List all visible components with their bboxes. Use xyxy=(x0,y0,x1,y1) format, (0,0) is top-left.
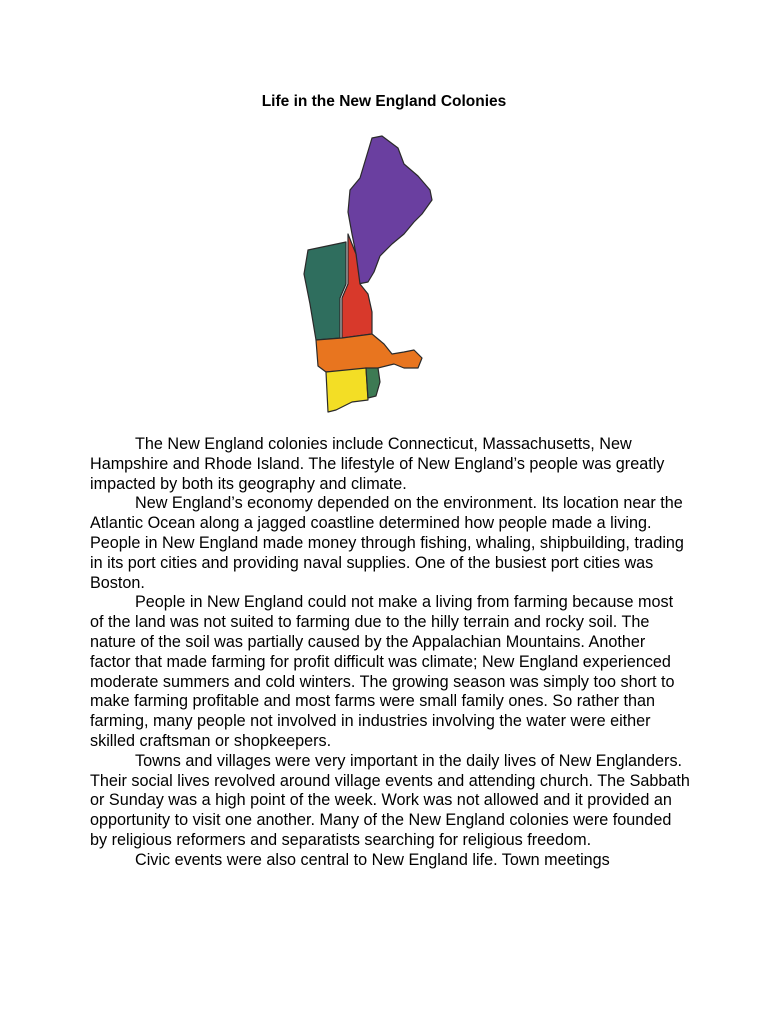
map-region-massachusetts xyxy=(316,334,422,372)
new-england-map xyxy=(286,134,436,416)
map-region-vermont xyxy=(304,242,346,340)
map-region-connecticut xyxy=(326,368,368,412)
paragraph: Towns and villages were very important in the daily lives of New Englanders. Their social lives revolved around village events and attending church. The Sabbath or Sunday was a high point of the week. Work was not allowed and it provided an opportunity to visit one another. Many of the New England colonies were founded by religious reformers and separatists searching for religious freedom. xyxy=(90,751,690,849)
paragraph: New England’s economy depended on the environment. Its location near the Atlantic Ocean along a jagged coastline determined how people made a living. People in New England made money through fishing, whaling, shipbuilding, trading in its port cities and providing naval supplies. One of the busiest port cities was Boston. xyxy=(90,494,684,592)
paragraph: Civic events were also central to New England life. Town meetings xyxy=(135,850,610,869)
paragraph: People in New England could not make a living from farming because most of the land was not suited to farming due to the hilly terrain and rocky soil. The nature of the soil was partially caused by the Appalachian Mountains. Another factor that made farming for profit difficult was climate; New England experienced moderate summers and cold winters. The growing season was simply too short to make farming profitable and most farms were small family ones. So rather than farming, many people not involved in industries involving the water were either skilled craftsman or shopkeepers. xyxy=(90,593,675,750)
body-text xyxy=(90,435,690,871)
map-region-maine xyxy=(348,136,432,284)
map-region-rhode-island xyxy=(366,368,380,398)
paragraph: The New England colonies include Connecticut, Massachusetts, New Hampshire and Rhode Island. The lifestyle of New England’s people was greatly impacted by both its geography and climate. xyxy=(90,435,665,493)
page-title: Life in the New England Colonies xyxy=(261,93,507,110)
